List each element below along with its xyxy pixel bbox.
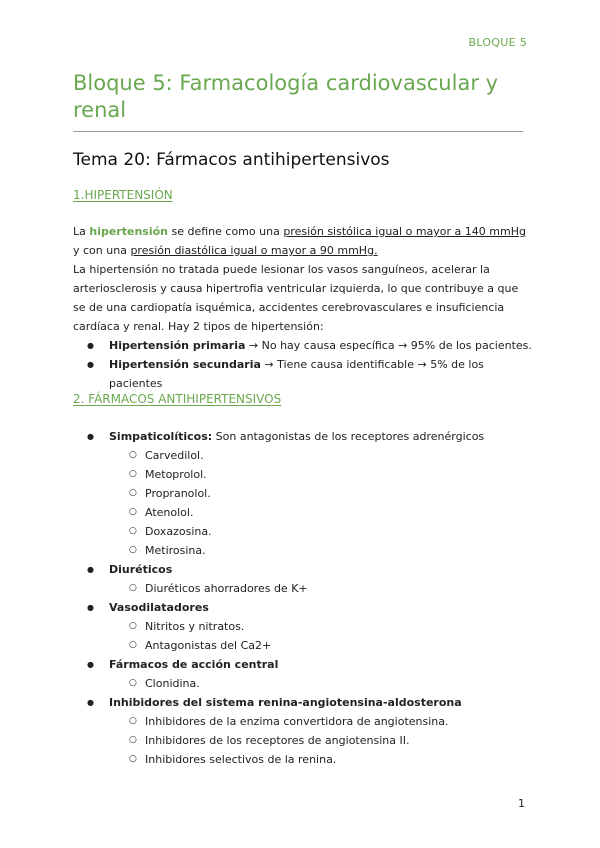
term-hipertension: hipertensión xyxy=(89,225,168,238)
list-item: ○ Atenolol. xyxy=(109,503,537,522)
paragraph-consequences: La hipertensión no tratada puede lesionar los vasos sanguíneos, acelerar la arteriosclerosis y causa hipertrofia ventricular izquierda, lo que contribuye a que se de una cardiopatía isquémica, accidentes cerebrovasculares e insuficiencia cardíaca y renal. Hay 2 tipos de hipertensión: xyxy=(73,263,519,333)
list-item: ● Hipertensión secundaria → Tiene causa identificable → 5% de los pacientes xyxy=(87,355,537,393)
section-heading-farmacos: 2. FÁRMACOS ANTIHIPERTENSIVOS xyxy=(73,392,282,406)
list-item: ● Diuréticos ○ Diuréticos ahorradores de K+ xyxy=(87,560,537,598)
list-item: ○ Inhibidores de los receptores de angiotensina II. xyxy=(109,731,537,750)
list-item: ○ Inhibidores de la enzima convertidora de angiotensina. xyxy=(109,712,537,731)
list-item: ○ Inhibidores selectivos de la renina. xyxy=(109,750,537,769)
title-divider xyxy=(73,131,523,132)
sublist xyxy=(109,617,537,655)
diastolic-threshold: presión diastólica igual o mayor a 90 mmHg. xyxy=(130,244,378,257)
page-number: 1 xyxy=(518,797,525,810)
paragraph-definition: La hipertensión se define como una presión sistólica igual o mayor a 140 mmHg y con una presión diastólica igual o mayor a 90 mmHg. xyxy=(73,225,526,257)
hypertension-types-list xyxy=(87,336,537,393)
sublist xyxy=(109,446,537,560)
list-item: ○ Doxazosina. xyxy=(109,522,537,541)
list-item: ○ Carvedilol. xyxy=(109,446,537,465)
sublist xyxy=(109,712,537,769)
list-item: ○ Propranolol. xyxy=(109,484,537,503)
list-item: ● Simpaticolíticos: Son antagonistas de los receptores adrenérgicos ○ Carvedilol. ○ Metoprolol. ○ Propranolol. ○ Atenolol. ○ Doxazosina. ○ Metirosina. xyxy=(87,427,537,560)
list-item: ○ Metoprolol. xyxy=(109,465,537,484)
list-item: ● Vasodilatadores ○ Nitritos y nitratos. ○ Antagonistas del Ca2+ xyxy=(87,598,537,655)
drug-groups-list xyxy=(87,427,537,769)
list-item: ○ Clonidina. xyxy=(109,674,537,693)
list-item: ○ Antagonistas del Ca2+ xyxy=(109,636,537,655)
list-item: ● Fármacos de acción central ○ Clonidina. xyxy=(87,655,537,693)
tema-heading: Tema 20: Fármacos antihipertensivos xyxy=(73,150,390,170)
list-item: ○ Diuréticos ahorradores de K+ xyxy=(109,579,537,598)
sublist xyxy=(109,674,537,693)
list-item: ○ Metirosina. xyxy=(109,541,537,560)
page-title: Bloque 5: Farmacología cardiovascular y renal xyxy=(73,71,499,122)
list-item: ● Hipertensión primaria → No hay causa específica → 95% de los pacientes. xyxy=(87,336,537,355)
list-item: ● Inhibidores del sistema renina-angiotensina-aldosterona ○ Inhibidores de la enzima convertidora de angiotensina. ○ Inhibidores de los receptores de angiotensina II. ○ Inhibidores selectivos de la renina. xyxy=(87,693,537,769)
sublist xyxy=(109,579,537,598)
list-item: ○ Nitritos y nitratos. xyxy=(109,617,537,636)
systolic-threshold: presión sistólica igual o mayor a 140 mmHg xyxy=(283,225,526,238)
block-label: BLOQUE 5 xyxy=(468,36,527,49)
section-heading-hipertension: 1.HIPERTENSIÓN xyxy=(73,188,173,202)
